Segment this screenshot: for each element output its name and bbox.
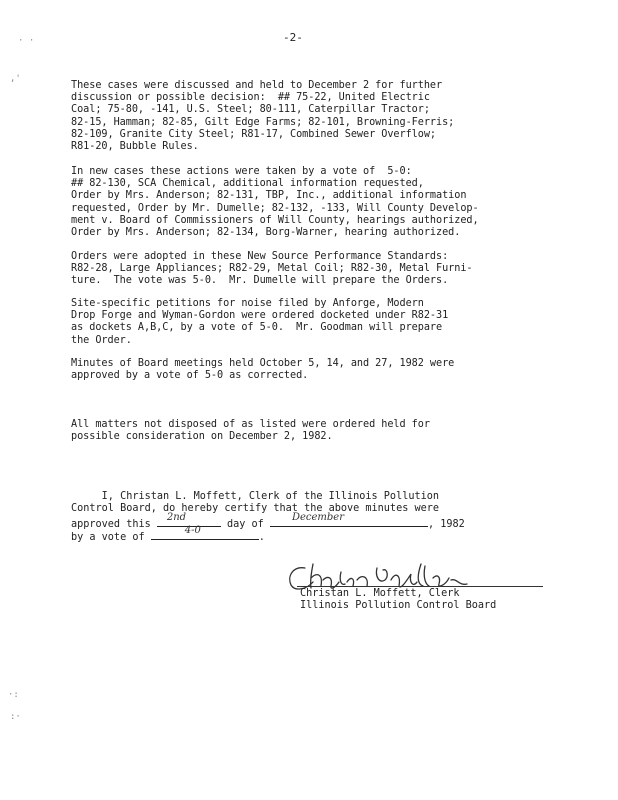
signature-line: [297, 586, 543, 587]
scan-speck: · ·: [18, 36, 35, 46]
scan-speck: :·: [10, 712, 21, 722]
signatory-title: Illinois Pollution Control Board: [300, 600, 497, 612]
month-fill-line: [270, 512, 428, 527]
vote-fill-line: [151, 524, 259, 540]
scan-speck: ,': [10, 74, 21, 84]
signature-name: Christan L. Moffett: [283, 558, 295, 559]
paragraph-held-cases: These cases were discussed and held to December 2 for further discussion or possible decision: ## 75-22, United Electric Coal; 75-80, -141, U.S. Steel; 80-111, Caterpillar Tractor; 82-15, Hamman; 82-85, Gilt Edge Farms; 82-101, Browning-Ferris; 82-109, Granite City Steel; R81-17, Combined Sewer Overflow; R81-20, Bubble Rules.: [71, 80, 455, 153]
certification-line-1: I, Christan L. Moffett, Clerk of the Illinois Pollution: [71, 491, 440, 502]
certification-block: [71, 491, 571, 543]
page-number: -2-: [283, 31, 303, 44]
day-of-label: day of: [220, 519, 270, 531]
signatory-block: [300, 588, 496, 612]
scan-speck: ·:: [8, 690, 19, 700]
paragraph-matters-held: All matters not disposed of as listed were ordered held for possible consideration on December 2, 1982.: [71, 419, 430, 443]
by-a-vote-of-label: by a vote of: [71, 531, 151, 543]
approved-this-label: approved this: [71, 519, 157, 531]
handwritten-day: 2nd: [166, 512, 187, 524]
certification-line-2: Control Board, do hereby certify that the above minutes were: [71, 503, 440, 515]
handwritten-vote: 4-0: [184, 524, 201, 536]
paragraph-site-specific: Site-specific petitions for noise filed by Anforge, Modern Drop Forge and Wyman-Gordon were ordered docketed under R82-31 as dockets A,B,C, by a vote of 5-0. Mr. Goodman will prepare the Order.: [71, 298, 449, 346]
period-label: .: [258, 531, 265, 543]
handwritten-month: December: [291, 512, 344, 524]
signatory-name: Christan L. Moffett, Clerk: [300, 588, 460, 599]
year-label: , 1982: [427, 519, 465, 531]
paragraph-minutes-approved: Minutes of Board meetings held October 5, 14, and 27, 1982 were approved by a vote of 5-0 as corrected.: [71, 358, 455, 382]
paragraph-new-cases: In new cases these actions were taken by a vote of 5-0: ## 82-130, SCA Chemical, additional information requested, Order by Mrs. Anderson; 82-131, TBP, Inc., additional information requested, Order by Mr. Dumelle; 82-132, -133, Will County Develop- ment v. Board of Commissioners of Will County, hearings authorized, Order by Mrs. Anderson; 82-134, Borg-Warner, hearing authorized.: [71, 166, 479, 239]
paragraph-orders-adopted: Orders were adopted in these New Source Performance Standards: R82-28, Large Appliances; R82-29, Metal Coil; R82-30, Metal Furni- ture. The vote was 5-0. Mr. Dumelle will prepare the Orders.: [71, 251, 473, 287]
